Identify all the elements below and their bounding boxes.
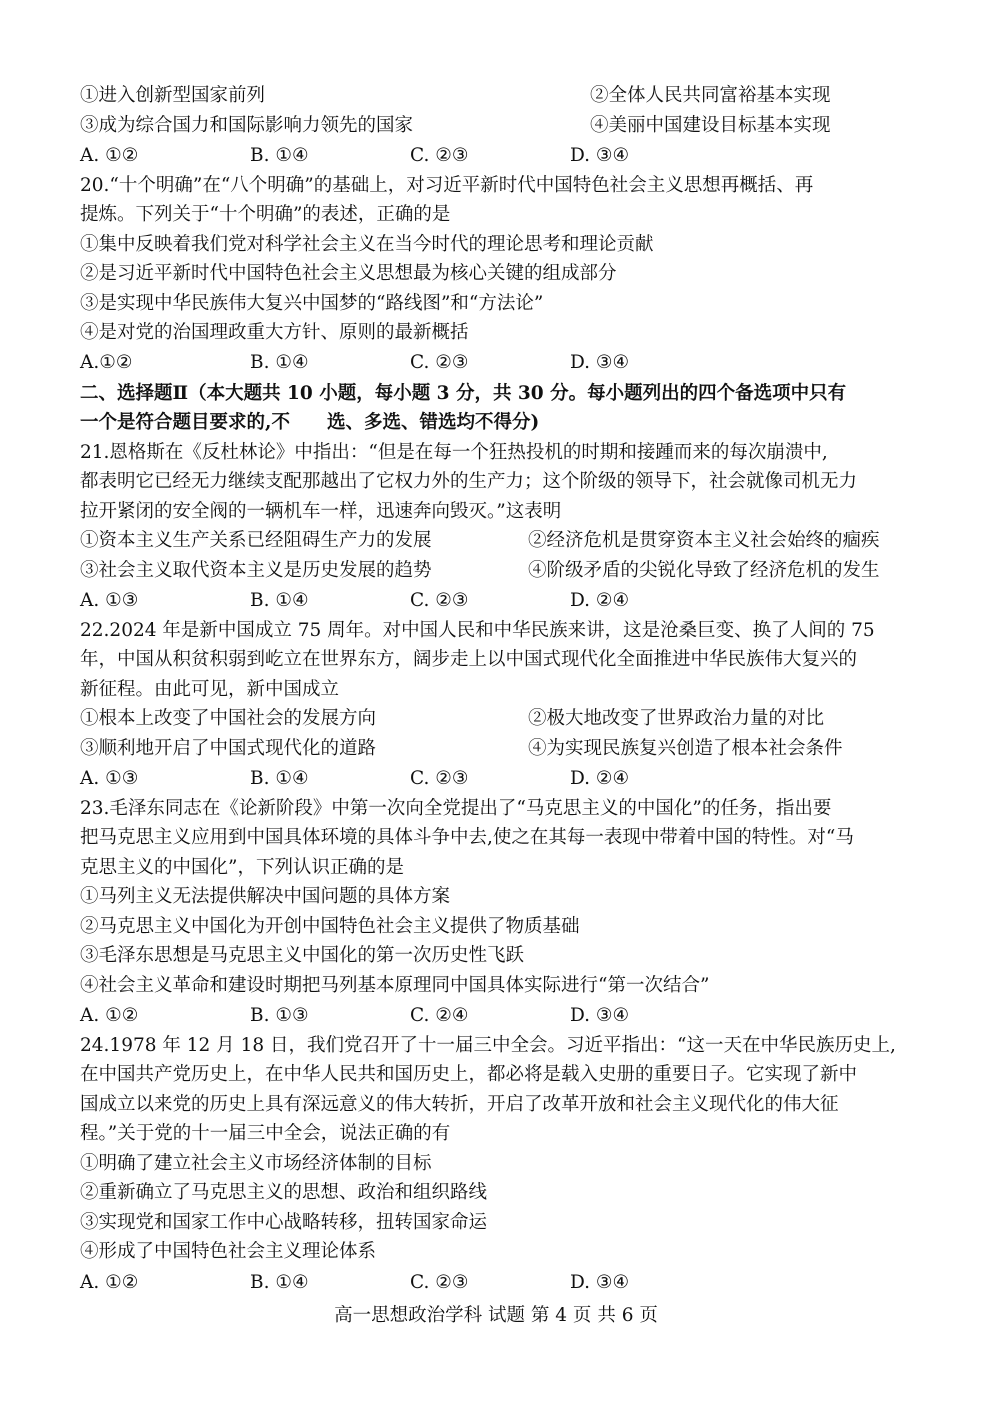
q24-stem-line-1: 24.1978 年 12 月 18 日，我们党召开了十一届三中全会。习近平指出：“这一天在中华民族历史上, — [80, 1035, 896, 1056]
q22-item-3: ③顺利地开启了中国式现代化的道路 — [80, 738, 377, 759]
option-b: B. ①③ — [250, 1005, 309, 1026]
q24-item-2: ②重新确立了马克思主义的思想、政治和组织路线 — [80, 1182, 488, 1203]
option-c: C. ②③ — [410, 1272, 469, 1293]
q20-stem-line-2: 提炼。下列关于“十个明确”的表述，正确的是 — [80, 204, 451, 225]
q21-stem-line-3: 拉开紧闭的安全阀的一辆机车一样，迅速奔向毁灭。”这表明 — [80, 501, 562, 522]
q21-item-4: ④阶级矛盾的尖锐化导致了经济危机的发生 — [528, 560, 880, 581]
option-a: A. ①② — [80, 1272, 139, 1293]
q19-item-2: ②全体人民共同富裕基本实现 — [590, 85, 831, 106]
q22-item-4: ④为实现民族复兴创造了根本社会条件 — [528, 738, 843, 759]
q22-stem-line-2: 年，中国从积贫积弱到屹立在世界东方，阔步走上以中国式现代化全面推进中华民族伟大复兴的 — [80, 649, 858, 670]
q22-item-2: ②极大地改变了世界政治力量的对比 — [528, 708, 825, 729]
q23-item-4: ④社会主义革命和建设时期把马列基本原理同中国具体实际进行“第一次结合” — [80, 975, 710, 996]
q24-item-4: ④形成了中国特色社会主义理论体系 — [80, 1241, 377, 1262]
q20-item-4: ④是对党的治国理政重大方针、原则的最新概括 — [80, 322, 469, 343]
q22-item-1: ①根本上改变了中国社会的发展方向 — [80, 708, 377, 729]
q20-stem-line-1: 20.“十个明确”在“八个明确”的基础上，对习近平新时代中国特色社会主义思想再概括、再 — [80, 175, 814, 196]
q23-stem-line-2: 把马克思主义应用到中国具体环境的具体斗争中去,使之在其每一表现中带着中国的特性。对“马 — [80, 827, 854, 848]
q21-item-2: ②经济危机是贯穿资本主义社会始终的痼疾 — [528, 530, 880, 551]
q22-stem-line-1: 22.2024 年是新中国成立 75 周年。对中国人民和中华民族来讲，这是沧桑巨变、换了人间的 75 — [80, 620, 875, 641]
option-b: B. ①④ — [250, 1272, 309, 1293]
option-b: B. ①④ — [250, 145, 309, 166]
option-c: C. ②③ — [410, 145, 469, 166]
option-c: C. ②③ — [410, 352, 469, 373]
option-b: B. ①④ — [250, 590, 309, 611]
option-d: D. ③④ — [570, 1272, 630, 1293]
option-d: D. ③④ — [570, 145, 630, 166]
option-a: A. ①② — [80, 145, 139, 166]
q23-item-1: ①马列主义无法提供解决中国问题的具体方案 — [80, 886, 451, 907]
q19-item-4: ④美丽中国建设目标基本实现 — [590, 115, 831, 136]
q23-stem-line-3: 克思主义的中国化”，下列认识正确的是 — [80, 857, 404, 878]
option-a: A.①② — [80, 352, 133, 373]
q21-item-3: ③社会主义取代资本主义是历史发展的趋势 — [80, 560, 432, 581]
option-a: A. ①② — [80, 1005, 139, 1026]
option-d: D. ③④ — [570, 1005, 630, 1026]
q23-item-3: ③毛泽东思想是马克思主义中国化的第一次历史性飞跃 — [80, 945, 525, 966]
q20-item-2: ②是习近平新时代中国特色社会主义思想最为核心关键的组成部分 — [80, 263, 617, 284]
q22-stem-line-3: 新征程。由此可见，新中国成立 — [80, 679, 340, 700]
q20-item-1: ①集中反映着我们党对科学社会主义在当今时代的理论思考和理论贡献 — [80, 234, 654, 255]
q21-stem-line-2: 都表明它已经无力继续支配那越出了它权力外的生产力；这个阶级的领导下，社会就像司机无力 — [80, 471, 858, 492]
section-heading-line-2: 一个是符合题目要求的,不 选、多选、错选均不得分) — [80, 412, 540, 433]
option-c: C. ②④ — [410, 1005, 469, 1026]
page-footer: 高一思想政治学科 试题 第 4 页 共 6 页 — [334, 1305, 658, 1326]
option-d: D. ②④ — [570, 768, 630, 789]
q24-item-1: ①明确了建立社会主义市场经济体制的目标 — [80, 1153, 432, 1174]
option-c: C. ②③ — [410, 768, 469, 789]
q24-stem-line-3: 国成立以来党的历史上具有深远意义的伟大转折，开启了改革开放和社会主义现代化的伟大征 — [80, 1094, 839, 1115]
q24-item-3: ③实现党和国家工作中心战略转移，扭转国家命运 — [80, 1212, 488, 1233]
option-b: B. ①④ — [250, 768, 309, 789]
q19-item-3: ③成为综合国力和国际影响力领先的国家 — [80, 115, 414, 136]
option-c: C. ②③ — [410, 590, 469, 611]
q21-stem-line-1: 21.恩格斯在《反杜林论》中指出：“但是在每一个狂热投机的时期和接踵而来的每次崩溃中, — [80, 442, 828, 463]
option-d: D. ③④ — [570, 352, 630, 373]
option-b: B. ①④ — [250, 352, 309, 373]
q24-stem-line-2: 在中国共产党历史上，在中华人民共和国历史上，都必将是载入史册的重要日子。它实现了新中 — [80, 1064, 858, 1085]
q23-item-2: ②马克思主义中国化为开创中国特色社会主义提供了物质基础 — [80, 916, 580, 937]
q23-stem-line-1: 23.毛泽东同志在《论新阶段》中第一次向全党提出了“马克思主义的中国化”的任务，指出要 — [80, 798, 832, 819]
q19-item-1: ①进入创新型国家前列 — [80, 85, 266, 106]
option-d: D. ②④ — [570, 590, 630, 611]
q20-item-3: ③是实现中华民族伟大复兴中国梦的“路线图”和“方法论” — [80, 293, 544, 314]
q21-item-1: ①资本主义生产关系已经阻碍生产力的发展 — [80, 530, 432, 551]
option-a: A. ①③ — [80, 768, 139, 789]
q24-stem-line-4: 程。”关于党的十一届三中全会，说法正确的有 — [80, 1123, 451, 1144]
option-a: A. ①③ — [80, 590, 139, 611]
section-heading-line-1: 二、选择题Ⅱ（本大题共 10 小题，每小题 3 分，共 30 分。每小题列出的四个备选项中只有 — [80, 383, 847, 404]
